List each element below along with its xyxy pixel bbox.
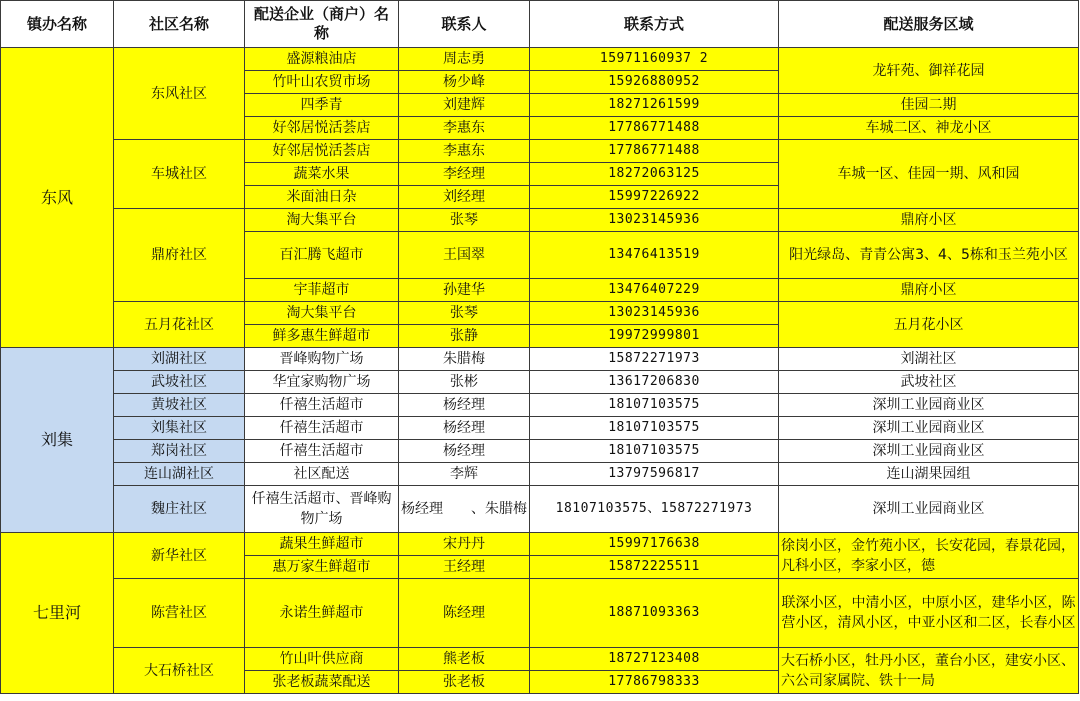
community-cell: 车城社区 xyxy=(114,140,245,209)
phone-cell: 17786771488 xyxy=(530,117,779,140)
area-cell: 武坡社区 xyxy=(779,371,1079,394)
enterprise-cell: 宇菲超市 xyxy=(245,279,399,302)
phone-cell: 18107103575、15872271973 xyxy=(530,486,779,533)
area-cell: 阳光绿岛、青青公寓3、4、5栋和玉兰苑小区 xyxy=(779,232,1079,279)
phone-cell: 13023145936 xyxy=(530,209,779,232)
phone-cell: 13023145936 xyxy=(530,302,779,325)
enterprise-cell: 蔬果生鲜超市 xyxy=(245,533,399,556)
enterprise-cell: 盛源粮油店 xyxy=(245,48,399,71)
table-row xyxy=(1,648,1079,671)
area-cell: 连山湖果园组 xyxy=(779,463,1079,486)
table-row xyxy=(1,486,1079,533)
contact-cell: 熊老板 xyxy=(399,648,530,671)
phone-cell: 18871093363 xyxy=(530,579,779,648)
table-row xyxy=(1,417,1079,440)
phone-cell: 17786798333 xyxy=(530,671,779,694)
area-cell: 深圳工业园商业区 xyxy=(779,440,1079,463)
contact-cell: 杨经理 xyxy=(399,417,530,440)
phone-cell: 15997226922 xyxy=(530,186,779,209)
contact-cell: 杨经理 xyxy=(399,440,530,463)
enterprise-cell: 华宜家购物广场 xyxy=(245,371,399,394)
enterprise-cell: 好邻居悦活荟店 xyxy=(245,140,399,163)
enterprise-cell: 百汇腾飞超市 xyxy=(245,232,399,279)
community-cell: 新华社区 xyxy=(114,533,245,579)
phone-cell: 18107103575 xyxy=(530,417,779,440)
enterprise-cell: 惠万家生鲜超市 xyxy=(245,556,399,579)
enterprise-cell: 仟禧生活超市 xyxy=(245,440,399,463)
table-row xyxy=(1,533,1079,556)
contact-cell: 张静 xyxy=(399,325,530,348)
community-cell: 鼎府社区 xyxy=(114,209,245,302)
table-row xyxy=(1,48,1079,71)
contact-cell: 刘经理 xyxy=(399,186,530,209)
area-cell: 刘湖社区 xyxy=(779,348,1079,371)
contact-cell: 张彬 xyxy=(399,371,530,394)
contact-cell: 李经理 xyxy=(399,163,530,186)
enterprise-cell: 淘大集平台 xyxy=(245,209,399,232)
contact-cell: 陈经理 xyxy=(399,579,530,648)
area-cell: 深圳工业园商业区 xyxy=(779,486,1079,533)
contact-cell: 李辉 xyxy=(399,463,530,486)
phone-cell: 19972999801 xyxy=(530,325,779,348)
town-cell: 东风 xyxy=(1,48,114,348)
contact-cell: 杨经理 xyxy=(399,394,530,417)
header-town: 镇办名称 xyxy=(1,1,114,48)
enterprise-cell: 鲜多惠生鲜超市 xyxy=(245,325,399,348)
community-cell: 大石桥社区 xyxy=(114,648,245,694)
community-cell: 陈营社区 xyxy=(114,579,245,648)
area-cell: 车城一区、佳园一期、风和园 xyxy=(779,140,1079,209)
contact-cell: 杨少峰 xyxy=(399,71,530,94)
area-cell: 深圳工业园商业区 xyxy=(779,394,1079,417)
table-row xyxy=(1,440,1079,463)
table-row xyxy=(1,140,1079,163)
phone-cell: 18107103575 xyxy=(530,440,779,463)
contact-cell: 王国翠 xyxy=(399,232,530,279)
area-cell: 龙轩苑、御祥花园 xyxy=(779,48,1079,94)
area-cell: 徐岗小区，金竹苑小区，长安花园，春景花园，凡科小区，李家小区，德 xyxy=(779,533,1079,579)
header-area: 配送服务区域 xyxy=(779,1,1079,48)
contact-cell: 王经理 xyxy=(399,556,530,579)
enterprise-cell: 竹叶山农贸市场 xyxy=(245,71,399,94)
phone-cell: 15926880952 xyxy=(530,71,779,94)
phone-cell: 18727123408 xyxy=(530,648,779,671)
community-cell: 连山湖社区 xyxy=(114,463,245,486)
enterprise-cell: 仟禧生活超市、晋峰购物广场 xyxy=(245,486,399,533)
table-row xyxy=(1,463,1079,486)
contact-cell: 张老板 xyxy=(399,671,530,694)
enterprise-cell: 好邻居悦活荟店 xyxy=(245,117,399,140)
phone-cell: 13476413519 xyxy=(530,232,779,279)
contact-cell: 孙建华 xyxy=(399,279,530,302)
table-row xyxy=(1,302,1079,325)
enterprise-cell: 晋峰购物广场 xyxy=(245,348,399,371)
community-cell: 刘湖社区 xyxy=(114,348,245,371)
area-cell: 鼎府小区 xyxy=(779,279,1079,302)
contact-cell: 周志勇 xyxy=(399,48,530,71)
area-cell: 大石桥小区，牡丹小区，董台小区，建安小区、六公司家属院、铁十一局 xyxy=(779,648,1079,694)
phone-cell: 15872225511 xyxy=(530,556,779,579)
area-cell: 佳园二期 xyxy=(779,94,1079,117)
enterprise-cell: 永诺生鲜超市 xyxy=(245,579,399,648)
enterprise-cell: 社区配送 xyxy=(245,463,399,486)
town-cell: 刘集 xyxy=(1,348,114,533)
contact-cell: 李惠东 xyxy=(399,117,530,140)
enterprise-cell: 蔬菜水果 xyxy=(245,163,399,186)
contact-cell: 张琴 xyxy=(399,302,530,325)
community-cell: 五月花社区 xyxy=(114,302,245,348)
header-row xyxy=(1,1,1079,48)
area-cell: 深圳工业园商业区 xyxy=(779,417,1079,440)
header-phone: 联系方式 xyxy=(530,1,779,48)
table-row xyxy=(1,371,1079,394)
table-row xyxy=(1,348,1079,371)
header-enterprise: 配送企业（商户）名称 xyxy=(245,1,399,48)
table-row xyxy=(1,579,1079,648)
phone-cell: 15997176638 xyxy=(530,533,779,556)
community-cell: 刘集社区 xyxy=(114,417,245,440)
table-row xyxy=(1,394,1079,417)
contact-cell: 杨经理 、朱腊梅 xyxy=(399,486,530,533)
area-cell: 五月花小区 xyxy=(779,302,1079,348)
community-cell: 东风社区 xyxy=(114,48,245,140)
table-row xyxy=(1,209,1079,232)
phone-cell: 15872271973 xyxy=(530,348,779,371)
contact-cell: 朱腊梅 xyxy=(399,348,530,371)
enterprise-cell: 竹山叶供应商 xyxy=(245,648,399,671)
enterprise-cell: 仟禧生活超市 xyxy=(245,417,399,440)
contact-cell: 宋丹丹 xyxy=(399,533,530,556)
area-cell: 车城二区、神龙小区 xyxy=(779,117,1079,140)
phone-cell: 13476407229 xyxy=(530,279,779,302)
phone-cell: 13797596817 xyxy=(530,463,779,486)
community-cell: 武坡社区 xyxy=(114,371,245,394)
community-cell: 郑岗社区 xyxy=(114,440,245,463)
enterprise-cell: 张老板蔬菜配送 xyxy=(245,671,399,694)
community-cell: 魏庄社区 xyxy=(114,486,245,533)
contact-cell: 刘建辉 xyxy=(399,94,530,117)
town-cell: 七里河 xyxy=(1,533,114,694)
header-community: 社区名称 xyxy=(114,1,245,48)
area-cell: 联深小区，中清小区，中原小区，建华小区，陈营小区，清风小区，中亚小区和二区，长春小区 xyxy=(779,579,1079,648)
phone-cell: 17786771488 xyxy=(530,140,779,163)
header-contact: 联系人 xyxy=(399,1,530,48)
phone-cell: 18271261599 xyxy=(530,94,779,117)
contact-cell: 李惠东 xyxy=(399,140,530,163)
enterprise-cell: 四季青 xyxy=(245,94,399,117)
phone-cell: 15971160937 2 xyxy=(530,48,779,71)
phone-cell: 18107103575 xyxy=(530,394,779,417)
enterprise-cell: 仟禧生活超市 xyxy=(245,394,399,417)
enterprise-cell: 淘大集平台 xyxy=(245,302,399,325)
area-cell: 鼎府小区 xyxy=(779,209,1079,232)
community-cell: 黄坡社区 xyxy=(114,394,245,417)
phone-cell: 13617206830 xyxy=(530,371,779,394)
contact-cell: 张琴 xyxy=(399,209,530,232)
enterprise-cell: 米面油日杂 xyxy=(245,186,399,209)
phone-cell: 18272063125 xyxy=(530,163,779,186)
